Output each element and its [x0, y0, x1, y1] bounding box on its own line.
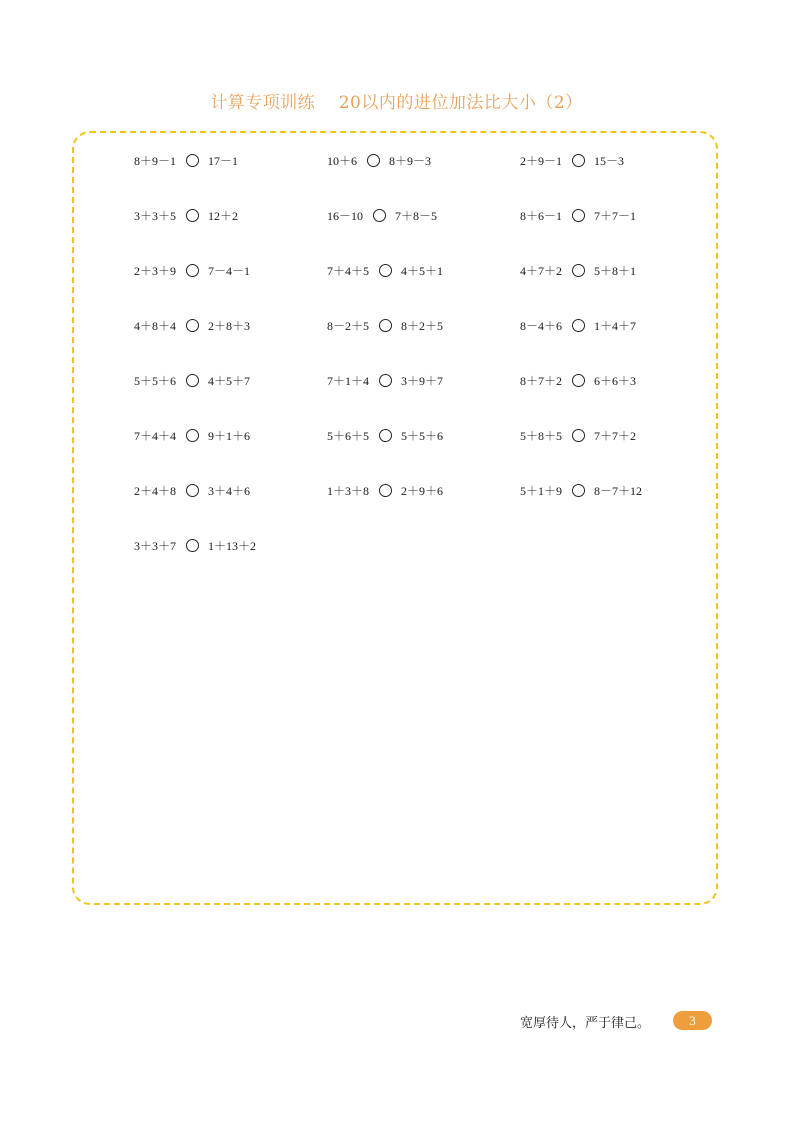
- answer-circle[interactable]: [186, 429, 199, 442]
- answer-circle[interactable]: [186, 154, 199, 167]
- right-expression: 7＋7＋2: [594, 428, 637, 443]
- right-expression: 4＋5＋1: [401, 263, 444, 278]
- answer-circle[interactable]: [186, 539, 199, 552]
- answer-circle[interactable]: [572, 154, 585, 167]
- right-expression: 8－7＋12: [594, 483, 643, 498]
- comparison-problem: [520, 260, 636, 280]
- comparison-problem: [520, 480, 642, 500]
- right-expression: 1＋4＋7: [594, 318, 637, 333]
- right-expression: 15－3: [594, 153, 625, 168]
- left-expression: 5＋8＋5: [520, 428, 563, 443]
- comparison-problem: [520, 205, 636, 225]
- left-expression: 7＋4＋4: [134, 428, 177, 443]
- answer-circle[interactable]: [379, 264, 392, 277]
- answer-circle[interactable]: [572, 484, 585, 497]
- answer-circle[interactable]: [186, 319, 199, 332]
- answer-circle[interactable]: [186, 264, 199, 277]
- right-expression: 6＋6＋3: [594, 373, 637, 388]
- left-expression: 3＋3＋7: [134, 538, 177, 553]
- comparison-problem: [327, 425, 443, 445]
- answer-circle[interactable]: [379, 319, 392, 332]
- right-expression: 3＋4＋6: [208, 483, 251, 498]
- comparison-problem: [520, 315, 636, 335]
- comparison-problem: [134, 425, 250, 445]
- left-expression: 8＋7＋2: [520, 373, 563, 388]
- left-expression: 8＋9－1: [134, 153, 177, 168]
- right-expression: 7＋8－5: [395, 208, 438, 223]
- comparison-problem: [134, 480, 250, 500]
- page-number-badge: 3: [673, 1011, 712, 1030]
- left-expression: 5＋6＋5: [327, 428, 370, 443]
- left-expression: 10＋6: [327, 153, 358, 168]
- page-title: 计算专项训练 20以内的进位加法比大小（2）: [210, 93, 583, 113]
- comparison-problem: [134, 315, 250, 335]
- comparison-problem: [134, 535, 256, 555]
- comparison-problem: [134, 370, 250, 390]
- left-expression: 4＋7＋2: [520, 263, 563, 278]
- right-expression: 4＋5＋7: [208, 373, 251, 388]
- right-expression: 5＋8＋1: [594, 263, 637, 278]
- comparison-problem: [327, 205, 437, 225]
- left-expression: 16－10: [327, 208, 364, 223]
- answer-circle[interactable]: [379, 429, 392, 442]
- comparison-problem: [327, 315, 443, 335]
- footer-motto: 宽厚待人，严于律己。: [519, 1016, 650, 1031]
- answer-circle[interactable]: [186, 209, 199, 222]
- right-expression: 12＋2: [208, 208, 239, 223]
- left-expression: 4＋8＋4: [134, 318, 177, 333]
- answer-circle[interactable]: [572, 374, 585, 387]
- answer-circle[interactable]: [572, 264, 585, 277]
- left-expression: 2＋3＋9: [134, 263, 177, 278]
- left-expression: 2＋4＋8: [134, 483, 177, 498]
- exercise-frame: [72, 131, 718, 905]
- left-expression: 5＋5＋6: [134, 373, 177, 388]
- answer-circle[interactable]: [572, 429, 585, 442]
- right-expression: 17－1: [208, 153, 239, 168]
- right-expression: 2＋8＋3: [208, 318, 251, 333]
- answer-circle[interactable]: [572, 209, 585, 222]
- comparison-problem: [327, 480, 443, 500]
- right-expression: 7－4－1: [208, 263, 251, 278]
- right-expression: 1＋13＋2: [208, 538, 257, 553]
- left-expression: 5＋1＋9: [520, 483, 563, 498]
- answer-circle[interactable]: [186, 484, 199, 497]
- right-expression: 2＋9＋6: [401, 483, 444, 498]
- right-expression: 7＋7－1: [594, 208, 637, 223]
- comparison-problem: [520, 425, 636, 445]
- right-expression: 8＋2＋5: [401, 318, 444, 333]
- comparison-problem: [134, 150, 238, 170]
- right-expression: 8＋9－3: [389, 153, 432, 168]
- comparison-problem: [520, 150, 624, 170]
- comparison-problem: [134, 260, 250, 280]
- answer-circle[interactable]: [186, 374, 199, 387]
- left-expression: 1＋3＋8: [327, 483, 370, 498]
- answer-circle[interactable]: [379, 484, 392, 497]
- left-expression: 8＋6－1: [520, 208, 563, 223]
- left-expression: 8－4＋6: [520, 318, 563, 333]
- left-expression: 8－2＋5: [327, 318, 370, 333]
- answer-circle[interactable]: [373, 209, 386, 222]
- comparison-problem: [327, 260, 443, 280]
- comparison-problem: [520, 370, 636, 390]
- comparison-problem: [327, 370, 443, 390]
- right-expression: 9＋1＋6: [208, 428, 251, 443]
- left-expression: 7＋1＋4: [327, 373, 370, 388]
- answer-circle[interactable]: [379, 374, 392, 387]
- answer-circle[interactable]: [572, 319, 585, 332]
- right-expression: 3＋9＋7: [401, 373, 444, 388]
- left-expression: 7＋4＋5: [327, 263, 370, 278]
- comparison-problem: [327, 150, 431, 170]
- right-expression: 5＋5＋6: [401, 428, 444, 443]
- answer-circle[interactable]: [367, 154, 380, 167]
- left-expression: 3＋3＋5: [134, 208, 177, 223]
- comparison-problem: [134, 205, 238, 225]
- left-expression: 2＋9－1: [520, 153, 563, 168]
